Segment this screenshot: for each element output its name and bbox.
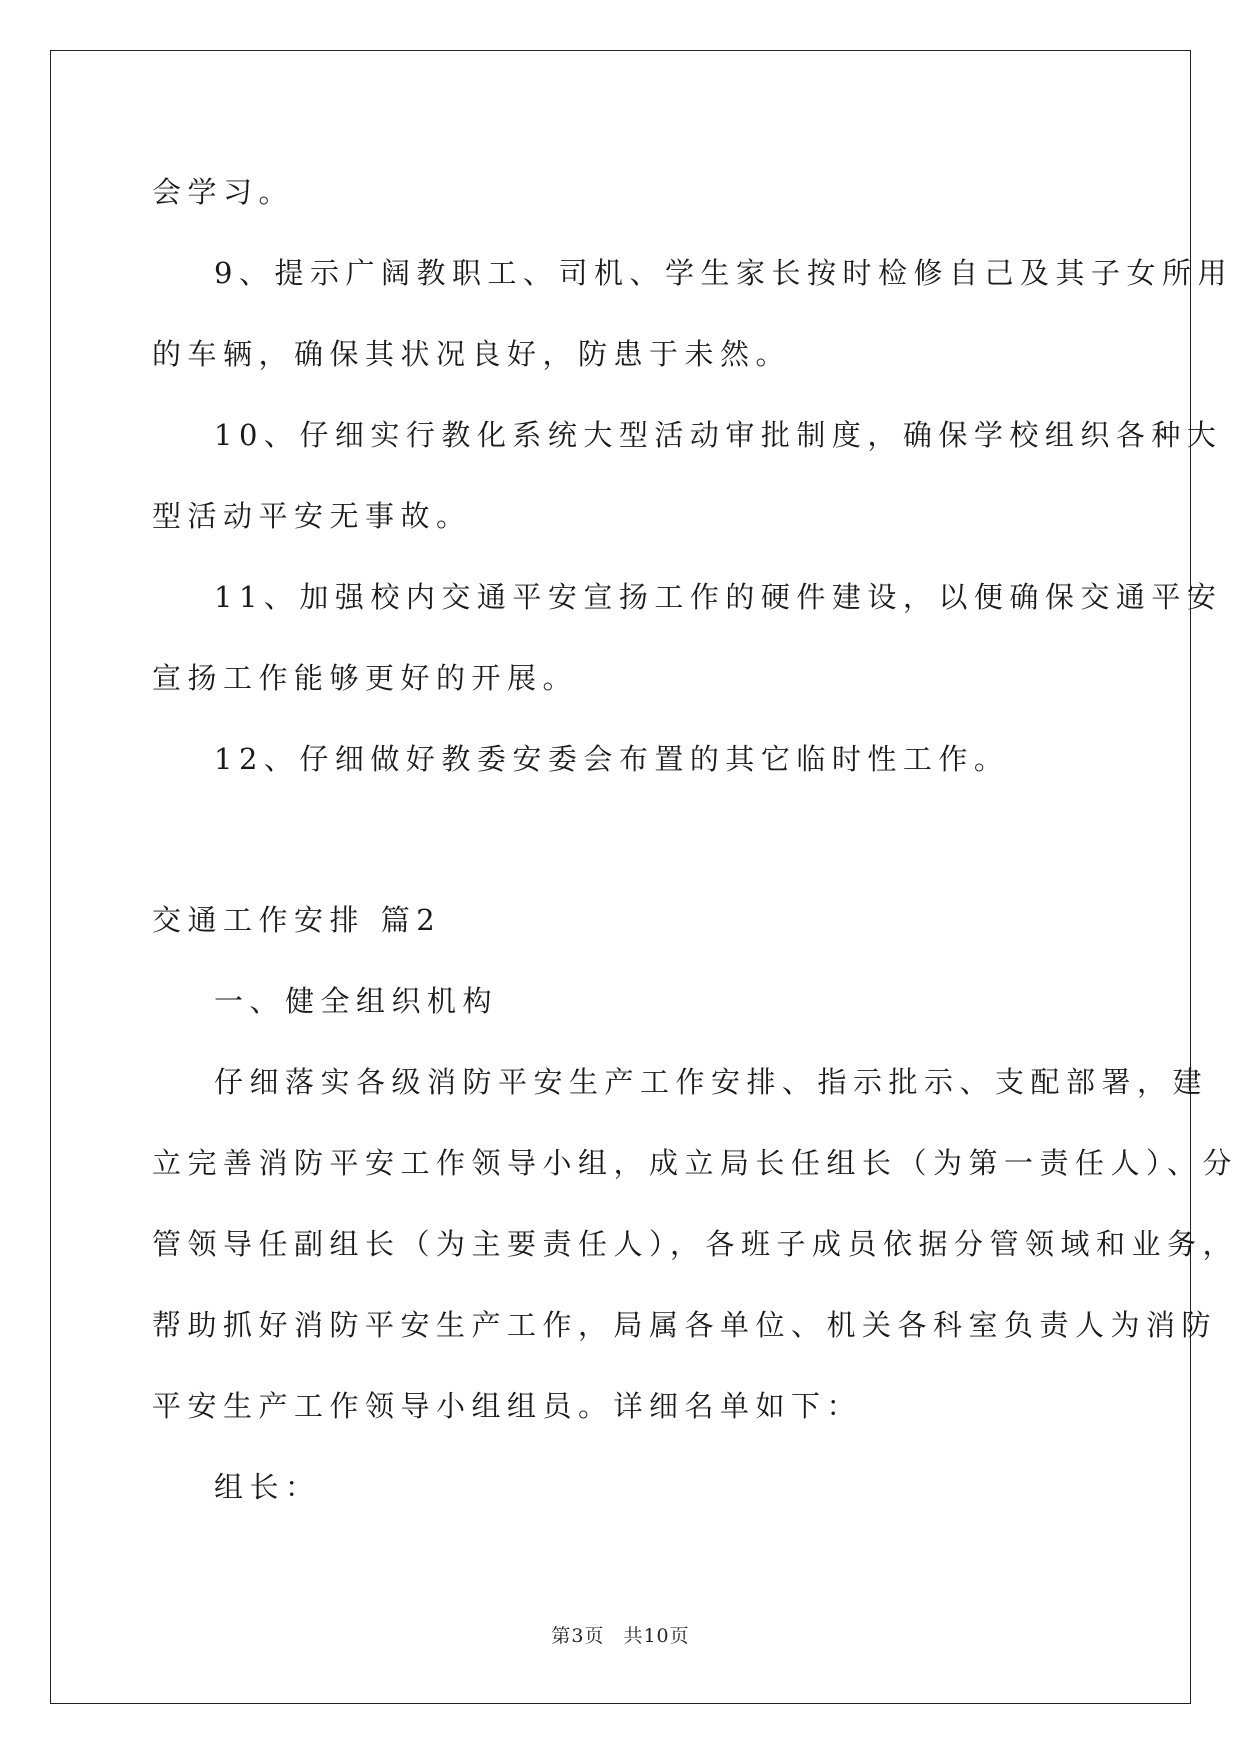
paragraph-line: 的车辆，确保其状况良好，防患于未然。 — [152, 337, 792, 371]
paragraph-line: 会学习。 — [152, 175, 295, 209]
paragraph-line: 组长： — [214, 1470, 321, 1504]
list-item-12: 12、仔细做好教委安委会布置的其它临时性工作。 — [214, 742, 1010, 776]
paragraph-line: 型活动平安无事故。 — [152, 499, 472, 533]
subsection-heading: 一、健全组织机构 — [214, 984, 499, 1018]
page-number: 第3页 — [551, 1625, 605, 1647]
list-item-9: 9、提示广阔教职工、司机、学生家长按时检修自己及其子女所用 — [214, 256, 1233, 290]
page-footer — [0, 1621, 1241, 1648]
list-item-10: 10、仔细实行教化系统大型活动审批制度，确保学校组织各种大 — [214, 418, 1223, 452]
paragraph-line: 宣扬工作能够更好的开展。 — [152, 661, 579, 695]
section-heading: 交通工作安排 篇2 — [152, 903, 442, 937]
page-border — [50, 50, 1191, 1704]
page-total: 共10页 — [623, 1625, 690, 1647]
paragraph-line: 立完善消防平安工作领导小组，成立局长任组长（为第一责任人）、分 — [152, 1146, 1239, 1180]
paragraph-line: 仔细落实各级消防平安生产工作安排、指示批示、支配部署，建 — [214, 1065, 1209, 1099]
paragraph-line: 帮助抓好消防平安生产工作，局属各单位、机关各科室负责人为消防 — [152, 1308, 1218, 1342]
paragraph-line: 管领导任副组长（为主要责任人），各班子成员依据分管领域和业务， — [152, 1227, 1239, 1261]
list-item-11: 11、加强校内交通平安宣扬工作的硬件建设，以便确保交通平安 — [214, 580, 1223, 614]
paragraph-line: 平安生产工作领导小组组员。详细名单如下： — [152, 1389, 863, 1423]
